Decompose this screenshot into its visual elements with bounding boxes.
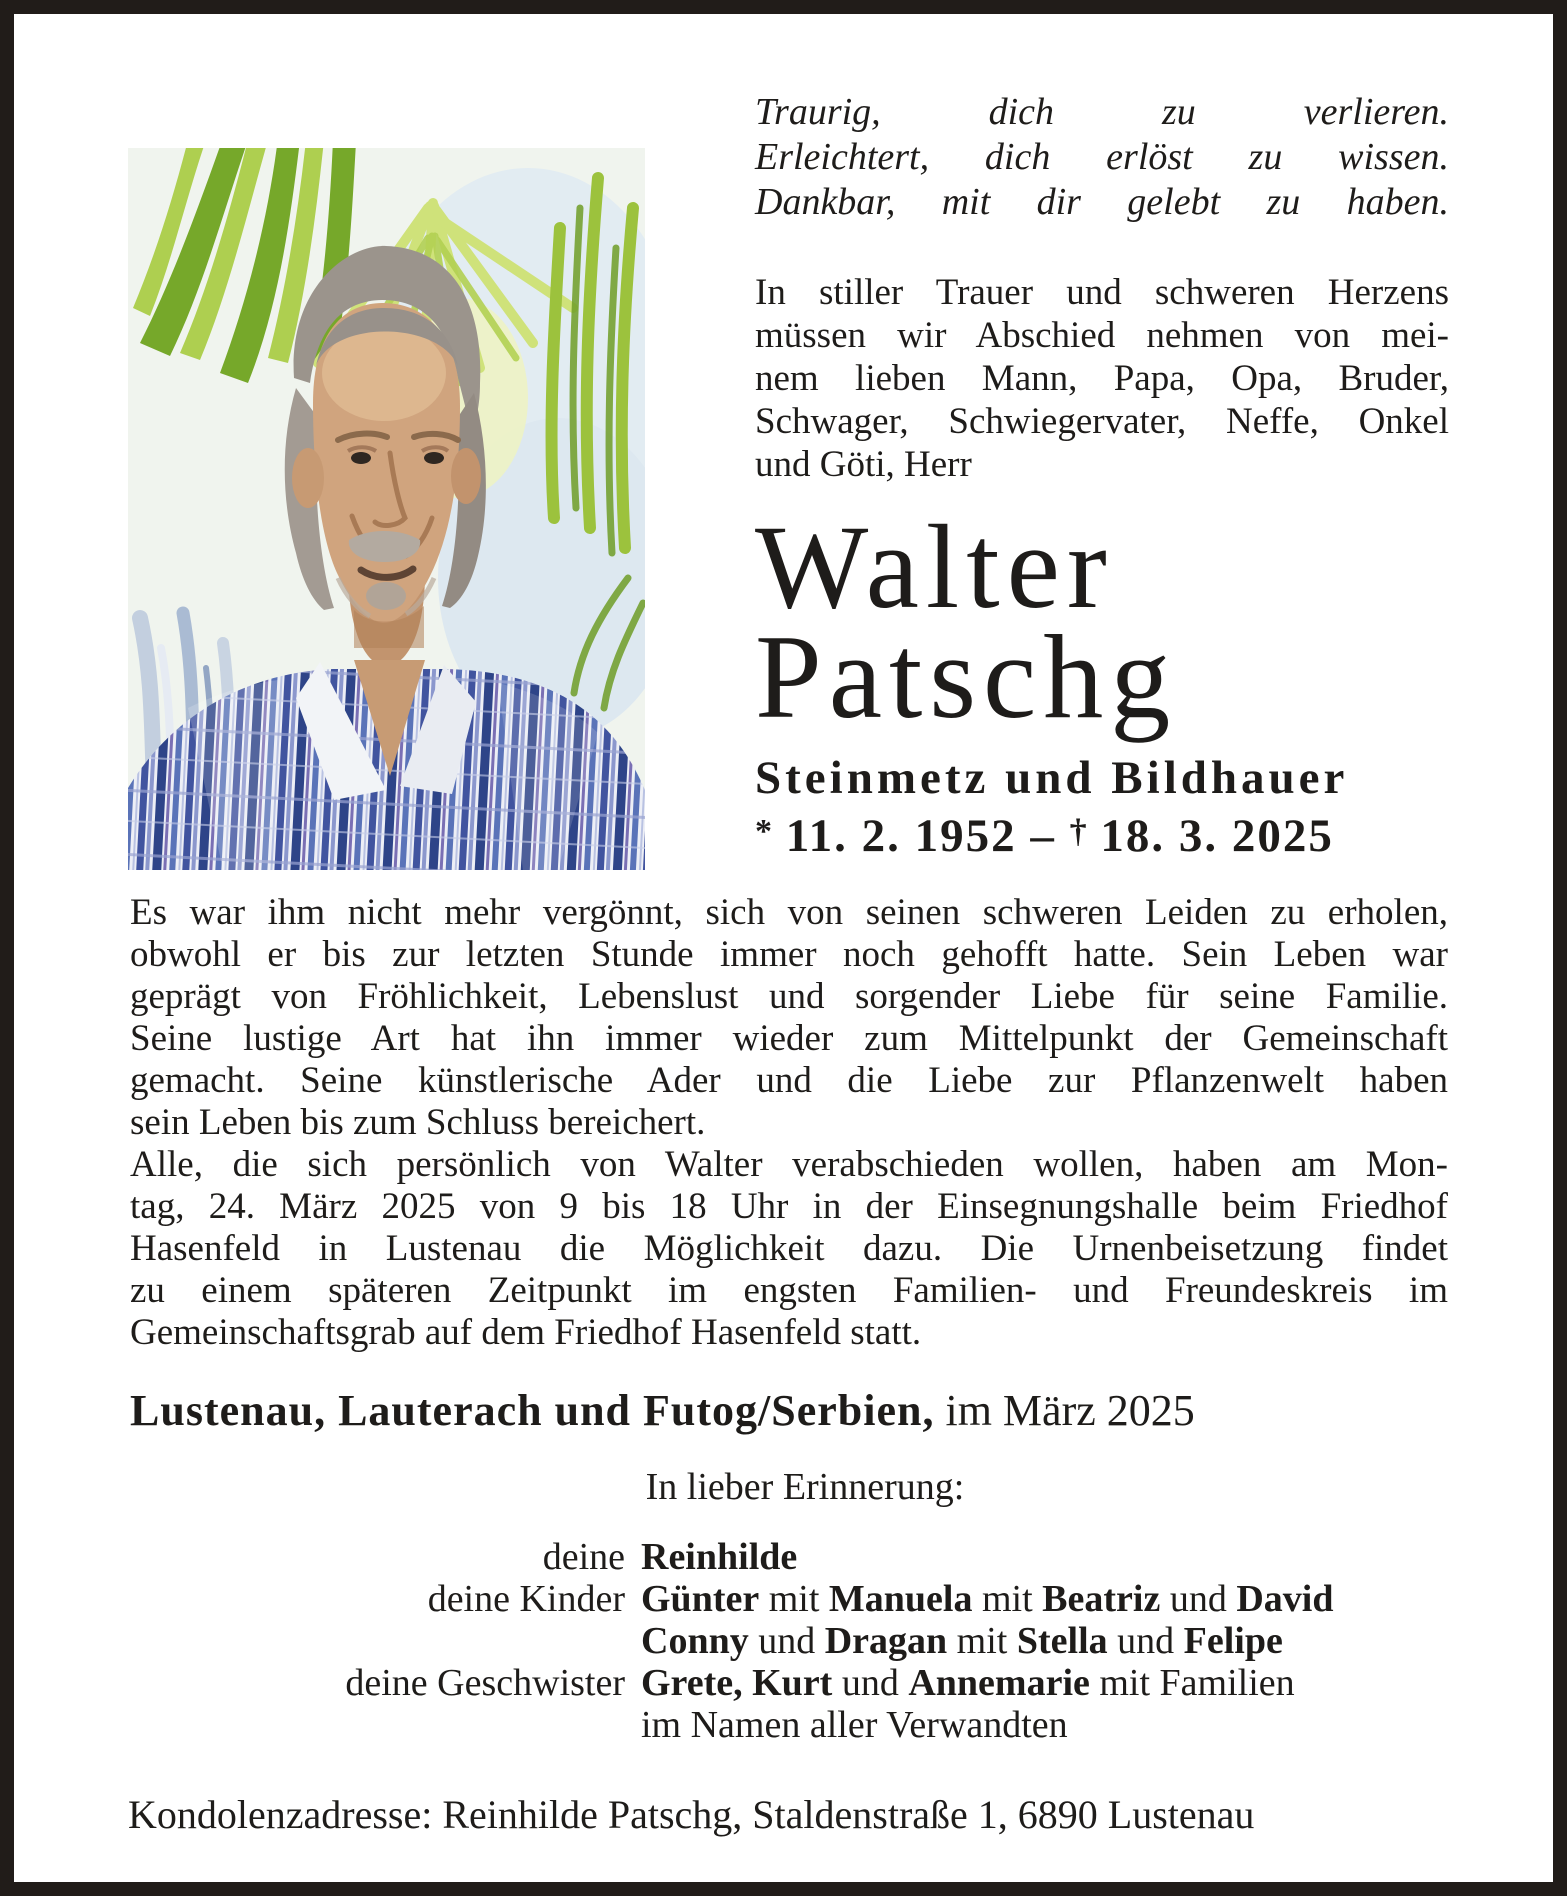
text-segment: im März 2025 (934, 1386, 1195, 1435)
condolence-address-line: Kondolenzadresse: Reinhilde Patschg, Staldenstraße 1, 6890 Lustenau (128, 1792, 1255, 1837)
text-segment: und (748, 1620, 825, 1662)
text-line: Traurig, dich zu verlieren. (755, 91, 1449, 133)
text-segment: mit Familien (1089, 1662, 1295, 1704)
text-line: Seine lustige Art hat ihn immer wieder zum Mittelpunkt der Gemeinschaft (130, 1018, 1448, 1059)
relation-label (130, 1620, 625, 1662)
text-line: Schwager, Schwiegervater, Neffe, Onkel (755, 401, 1449, 442)
deceased-name (755, 500, 1449, 743)
text-segment: mit (972, 1578, 1043, 1620)
name-bold: Conny (641, 1620, 749, 1662)
text-line: gemacht. Seine künstlerische Ader und die Liebe zur Pflanzenwelt haben (130, 1060, 1448, 1101)
death-dagger-symbol: † (1069, 813, 1087, 850)
birth-date: 11. 2. 1952 (785, 810, 1017, 862)
text-line: geprägt von Fröhlichkeit, Lebenslust und sorgender Liebe für seine Familie. (130, 976, 1448, 1017)
life-dates (755, 806, 1449, 862)
text-line: tag, 24. März 2025 von 9 bis 18 Uhr in der Einsegnungshalle beim Friedhof (130, 1186, 1448, 1227)
motto-verse (755, 90, 1449, 225)
relation-names (641, 1704, 1450, 1746)
text-line: Dankbar, mit dir gelebt zu haben. (755, 181, 1449, 223)
text-segment: im Namen aller Verwandten (641, 1704, 1068, 1746)
name-bold: David (1236, 1578, 1334, 1620)
portrait-photo-graphic (128, 148, 645, 870)
text-segment: und (1160, 1578, 1237, 1620)
name-bold: Grete, Kurt (641, 1662, 833, 1704)
text-line: sein Leben bis zum Schluss bereichert. (130, 1102, 706, 1143)
profession-line: Steinmetz und Bildhauer (755, 752, 1349, 804)
text-segment: und (1107, 1620, 1184, 1662)
text-line: zu einem späteren Zeitpunkt im engsten Familien- und Freundeskreis im (130, 1270, 1448, 1311)
relation-names (641, 1578, 1450, 1620)
relation-names (641, 1536, 1450, 1578)
text-line: Hasenfeld in Lustenau die Möglichkeit dazu. Die Urnenbeisetzung findet (130, 1228, 1448, 1269)
text-line: In stiller Trauer und schweren Herzens (755, 272, 1449, 313)
portrait-photo (128, 148, 645, 870)
relation-label: deine Geschwister (345, 1662, 625, 1704)
deceased-first-name: Walter (755, 500, 1114, 633)
name-bold: Beatriz (1042, 1578, 1161, 1620)
name-bold: Reinhilde (641, 1536, 798, 1578)
text-line: Erleichtert, dich erlöst zu wissen. (755, 136, 1449, 178)
name-bold: Stella (1016, 1620, 1108, 1662)
relation-label (130, 1704, 625, 1746)
right-column (755, 14, 1449, 862)
name-bold: Günter (641, 1578, 760, 1620)
name-bold: Felipe (1183, 1620, 1283, 1662)
death-date: 18. 3. 2025 (1100, 810, 1334, 862)
deceased-last-name: Patschg (755, 610, 1178, 743)
text-segment: mit (759, 1578, 829, 1620)
text-segment: und (832, 1662, 909, 1704)
text-line: nem lieben Mann, Papa, Opa, Bruder, (755, 358, 1449, 399)
relation-label: deine Kinder (427, 1578, 625, 1620)
text-line: obwohl er bis zur letzten Stunde immer noch gehofft hatte. Sein Leben war (130, 934, 1448, 975)
text-line: Gemeinschaftsgrab auf dem Friedhof Hasenfeld statt. (130, 1312, 922, 1353)
name-bold: Dragan (824, 1620, 948, 1662)
name-bold: Lustenau, Lauterach und Futog/Serbien, (130, 1386, 935, 1435)
name-bold: Annemarie (908, 1662, 1090, 1704)
text-line: und Göti, Herr (755, 444, 972, 485)
relation-label: deine (542, 1536, 625, 1578)
text-line: müssen wir Abschied nehmen von mei- (755, 315, 1449, 356)
text-line: Es war ihm nicht mehr vergönnt, sich von seinen schweren Leiden zu erholen, (130, 892, 1448, 933)
text-segment: mit (947, 1620, 1017, 1662)
remembrance-section (130, 1466, 1450, 1746)
remembrance-list (130, 1536, 1450, 1746)
relation-names (641, 1662, 1450, 1704)
birth-star-symbol: * (755, 813, 772, 850)
relation-names (641, 1620, 1450, 1662)
place-date-line (130, 1386, 1448, 1436)
name-bold: Manuela (828, 1578, 973, 1620)
remembrance-title: In lieber Erinnerung: (645, 1466, 965, 1508)
date-separator: – (1030, 810, 1056, 862)
intro-paragraph (755, 271, 1449, 486)
text-line: Alle, die sich persönlich von Walter verabschieden wollen, haben am Mon- (130, 1144, 1448, 1185)
obituary-body-text (130, 892, 1448, 1354)
